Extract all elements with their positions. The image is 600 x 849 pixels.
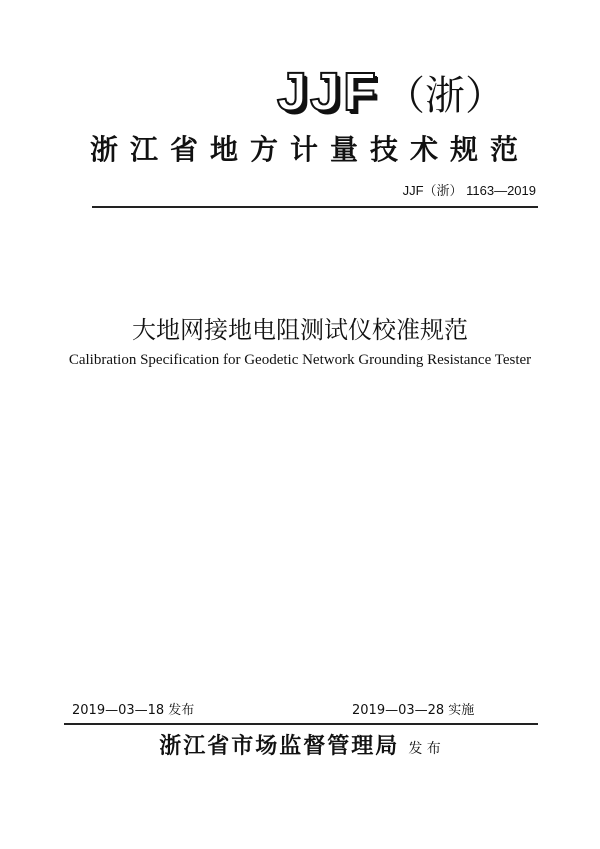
publisher-name: 浙江省市场监督管理局 [159, 734, 400, 759]
bottom-divider [64, 723, 538, 725]
top-divider [92, 206, 538, 208]
publisher [0, 729, 600, 760]
implementation-date: 2019—03—28 实施 [352, 703, 475, 718]
organization-title: 浙江省地方计量技术规范 [90, 133, 531, 166]
logo-mark: JJF [276, 62, 379, 122]
document-title-english: Calibration Specification for Geodetic Network Grounding Resistance Tester [68, 352, 532, 368]
publisher-suffix: 发 布 [408, 741, 441, 757]
standard-code: JJF（浙） 1163—2019 [402, 183, 536, 198]
document-title-chinese: 大地网接地电阻测试仪校准规范 [132, 316, 468, 344]
issue-date: 2019—03—18 发布 [72, 703, 195, 718]
logo-province: （浙） [385, 72, 505, 119]
jjf-logo [277, 62, 505, 122]
